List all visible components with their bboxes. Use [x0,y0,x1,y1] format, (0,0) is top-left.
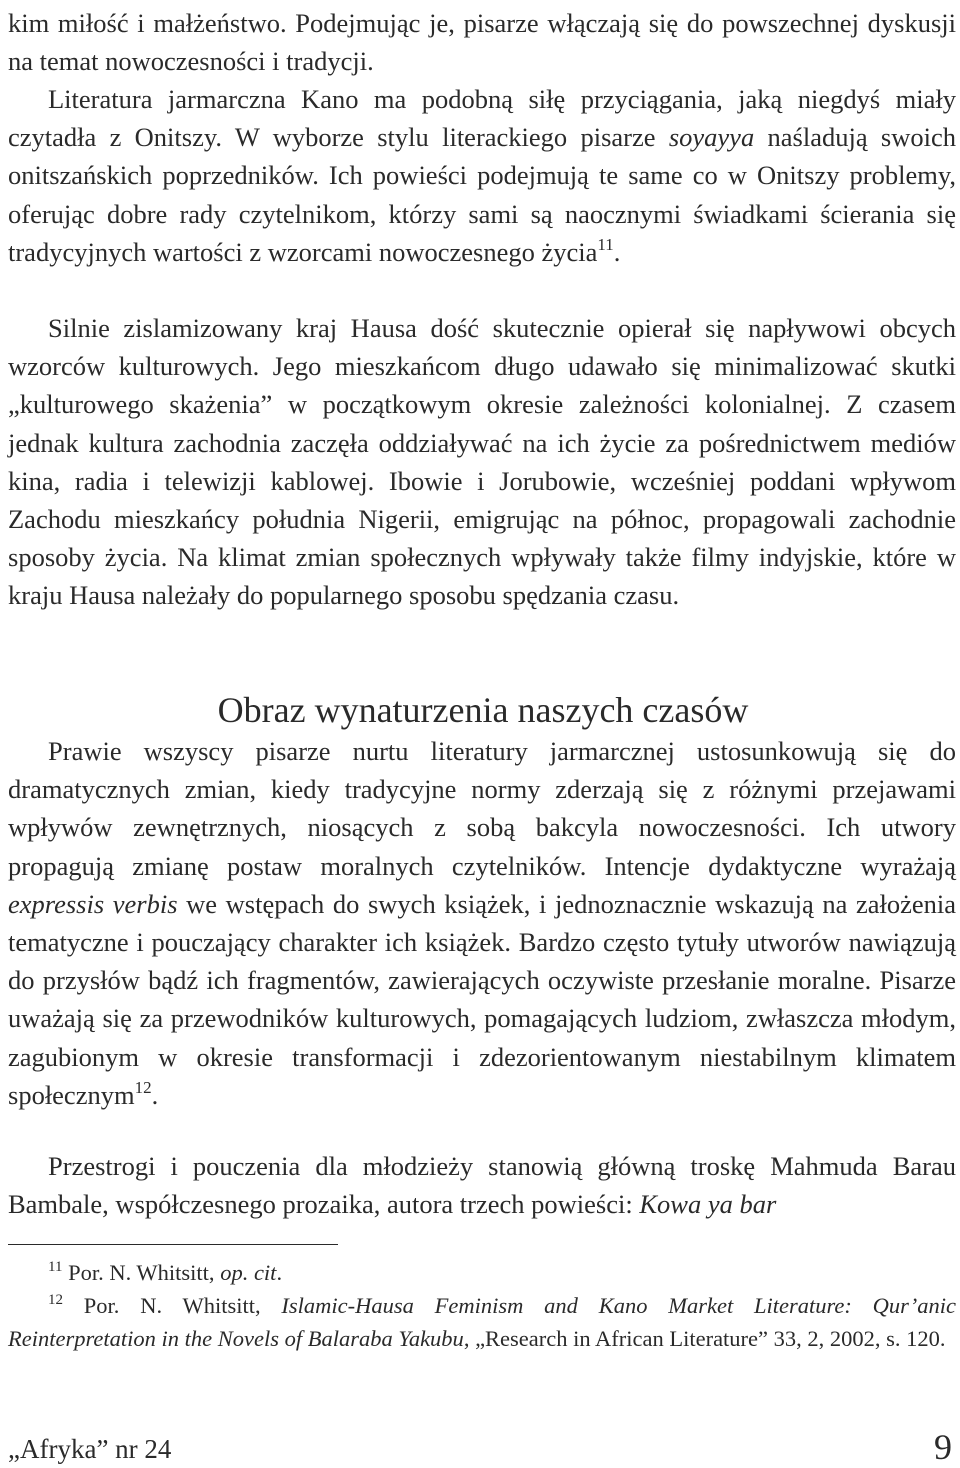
paragraph-hausa-culture [8,309,956,615]
italic-term: soyayya [668,122,755,153]
footnote-text: Por. N. Whitsitt, [62,1260,221,1285]
footnote-divider [8,1244,338,1245]
paragraph-text: Silnie zislamizowany kraj Hausa dość skutecznie opierał się napływowi obcych wzorców kulturowych. Jego mieszkańcom długo udawało się minimalizować skutki „kulturowego skażenia” w początkowym okresie zależności kolonialnej. Z czasem jednak kultura zachodnia zaczęła oddziaływać na ich życie za pośrednictwem mediów kina, radia i telewizji kablowej. Ibowie i Jorubowie, wcześniej poddani wpływom Zachodu mieszkańcy południa Nigerii, emigrując na północ, propagowali zachodnie sposoby życia. Na klimat zmian społecznych wpływały także filmy indyjskie, które w kraju Hausa należały do popularnego sposobu spędzania czasu. [8,313,956,611]
paragraph-text: we wstępach do swych książek, i jednoznacznie wskazują na założenia tematyczne i pouczający charakter ich książek. Bardzo często tytuły utworów nawiązują do przysłów bądź ich fragmentów, zawierających oczywiste przesłanie moralne. Pisarze uważają się za przewodników kulturowych, pomagających ludziom, zwłaszcza młodym, zagubionym w okresie transformacji i zdezorientowanym niestabilnym klimatem społecznym [8,888,956,1110]
paragraph-text: Przestrogi i pouczenia dla młodzieży stanowią główną troskę Mahmuda Barau Bambale, współczesnego prozaika, autora trzech powieści: [8,1151,956,1220]
paragraph-continuation [8,4,956,80]
paragraph-text: . [613,236,621,267]
footnote-text: , „Research in African Literature” 33, 2, 2002, s. 120. [463,1326,946,1351]
paragraph-bambale [8,1147,956,1223]
footnote-number: 12 [48,1292,63,1308]
paragraph-text: . [151,1079,159,1110]
footnote-text: . [276,1260,283,1285]
footnote-11 [8,1256,956,1289]
page-number: 9 [934,1427,952,1467]
paragraph-writers-attitudes [8,732,956,1114]
paragraph-text: Literatura jarmarczna Kano ma podobną siłę przyciągania, jaką niegdyś miały czytadła z Onitszy. W wyborze stylu literackiego pisarze [8,84,956,153]
italic-title: Kowa ya bar [639,1189,777,1220]
journal-footer: „Afryka” nr 24 [8,1434,172,1464]
paragraph-kano-literature [8,80,956,271]
paragraph-text: naśladują swoich onitszańskich poprzedników. Ich powieści podejmują te same co w Onitszy problemy, oferując dobre rady czytelnikom, którzy sami są naocznymi świadkami ścierania się tradycyjnych wartości z wzorcami nowoczesnego życia [8,122,956,267]
footnote-italic: op. cit [220,1260,277,1285]
section-heading: Obraz wynaturzenia naszych czasów [217,690,749,730]
footnote-12 [8,1289,956,1355]
footnote-italic: Islamic-Hausa Feminism and Kano Market Literature: Qur’anic Reinterpretation in the Novels of Balaraba Yakubu [8,1293,957,1351]
footnote-ref-12[interactable]: 12 [134,1077,152,1097]
italic-term: expressis verbis [8,888,178,919]
paragraph-text: Prawie wszyscy pisarze nurtu literatury jarmarcznej ustosunkowują się do dramatycznych zmian, kiedy tradycyjne normy zderzają się z różnymi przejawami wpływów zewnętrznych, niosących z sobą bakcyla nowoczesności. Ich utwory propagują zmianę postaw moralnych czytelników. Intencje dydaktyczne wyrażają [8,736,956,881]
footnote-number: 11 [48,1259,63,1275]
paragraph-text: kim miłość i małżeństwo. Podejmując je, pisarze włączają się do powszechnej dyskusji na temat nowoczesności i tradycji. [8,8,956,77]
footnote-ref-11[interactable]: 11 [597,234,614,254]
footnote-text: Por. N. Whitsitt, [63,1293,282,1318]
